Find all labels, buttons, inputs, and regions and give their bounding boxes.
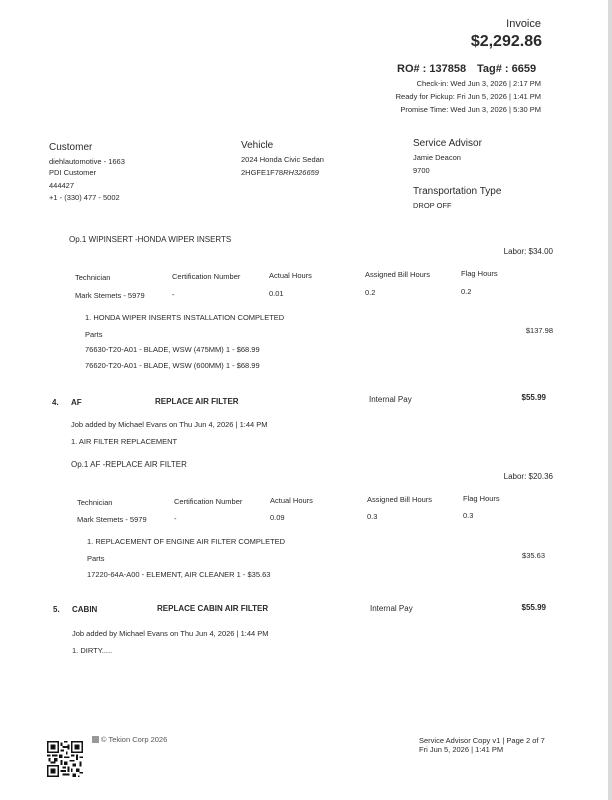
job4-parts-label: Parts xyxy=(87,554,105,563)
op1-cell-cert: - xyxy=(172,290,175,299)
qr-code xyxy=(47,741,83,777)
job4-cell-flag: 0.3 xyxy=(463,511,474,520)
job4-code: AF xyxy=(71,398,82,407)
job4-cell-technician: Mark Stemets - 5979 xyxy=(77,515,147,524)
job4-cell-actual: 0.09 xyxy=(270,513,285,522)
op1-cell-actual: 0.01 xyxy=(269,289,284,298)
vehicle-vin xyxy=(241,168,319,177)
job5-pay-type: Internal Pay xyxy=(370,604,413,613)
footer-printed-time: Fri Jun 5, 2026 | 1:41 PM xyxy=(419,745,504,754)
ready-pickup-time: Ready for Pickup: Fri Jun 5, 2026 | 1:41 PM xyxy=(395,92,541,101)
ro-number: RO# : 137858 xyxy=(397,63,467,75)
op1-col-actual: Actual Hours xyxy=(269,271,312,280)
op1-col-flag: Flag Hours xyxy=(461,269,498,278)
advisor-label: Service Advisor xyxy=(413,138,482,149)
job4-labor: Labor: $20.36 xyxy=(503,472,553,481)
op1-cell-assigned: 0.2 xyxy=(365,288,376,297)
job5-amount: $55.99 xyxy=(521,603,546,612)
job4-desc: REPLACE AIR FILTER xyxy=(155,397,239,406)
job4-amount: $55.99 xyxy=(521,393,546,402)
op1-cell-flag: 0.2 xyxy=(461,287,472,296)
doc-title: Invoice xyxy=(506,18,541,30)
op1-col-technician: Technician xyxy=(75,273,111,282)
qr-code-graphic xyxy=(47,741,83,777)
op1-labor: Labor: $34.00 xyxy=(503,247,553,256)
scan-edge xyxy=(608,0,612,800)
job4-col-cert: Certification Number xyxy=(174,497,243,506)
vehicle-label: Vehicle xyxy=(241,140,274,151)
vehicle-model: 2024 Honda Civic Sedan xyxy=(241,155,324,164)
invoice-total: $2,292.86 xyxy=(470,33,542,50)
tag-number: Tag# : 6659 xyxy=(477,63,537,75)
job4-cell-cert: - xyxy=(174,514,177,523)
job4-parts-total: $35.63 xyxy=(522,551,545,560)
advisor-name: Jamie Deacon xyxy=(413,153,461,162)
customer-type: PDI Customer xyxy=(49,168,97,177)
job4-op-title: Op.1 AF -REPLACE AIR FILTER xyxy=(71,460,187,469)
job4-col-assigned: Assigned Bill Hours xyxy=(367,495,433,504)
op1-title: Op.1 WIPINSERT -HONDA WIPER INSERTS xyxy=(69,235,232,244)
job4-note: 1. REPLACEMENT OF ENGINE AIR FILTER COMPLETED xyxy=(87,537,286,546)
vin-prefix: 2HGFE1F78 xyxy=(241,168,284,177)
customer-phone: +1 - (330) 477 - 5002 xyxy=(49,193,120,202)
customer-number: 444427 xyxy=(49,181,75,190)
job4-part-1: 17220-64A-A00 - ELEMENT, AIR CLEANER 1 - $35.63 xyxy=(87,570,271,579)
op1-col-assigned: Assigned Bill Hours xyxy=(365,270,431,279)
job5-concern: 1. DIRTY..... xyxy=(72,646,113,655)
job5-code: CABIN xyxy=(72,605,98,614)
vin-suffix: RH326659 xyxy=(283,168,319,177)
job5-desc: REPLACE CABIN AIR FILTER xyxy=(157,604,269,613)
copyright-text: © Tekion Corp 2026 xyxy=(101,735,168,744)
check-in-time: Check-in: Wed Jun 3, 2026 | 2:17 PM xyxy=(416,79,541,88)
footer-copyright-line xyxy=(92,735,167,744)
job4-col-flag: Flag Hours xyxy=(463,494,500,503)
transport-label: Transportation Type xyxy=(413,186,502,197)
job5-added-by: Job added by Michael Evans on Thu Jun 4, 2026 | 1:44 PM xyxy=(72,629,269,638)
customer-label: Customer xyxy=(49,142,93,153)
op1-part-2: 76620-T20-A01 - BLADE, WSW (600MM) 1 - $68.99 xyxy=(85,361,260,370)
advisor-number: 9700 xyxy=(413,166,430,175)
job5-number: 5. xyxy=(53,605,60,614)
transport-value: DROP OFF xyxy=(413,201,452,210)
footer-copy-info: Service Advisor Copy v1 | Page 2 of 7 xyxy=(419,736,545,745)
op1-part-1: 76630-T20-A01 - BLADE, WSW (475MM) 1 - $68.99 xyxy=(85,345,260,354)
op1-parts-label: Parts xyxy=(85,330,103,339)
op1-col-cert: Certification Number xyxy=(172,272,241,281)
job4-col-technician: Technician xyxy=(77,498,113,507)
job4-col-actual: Actual Hours xyxy=(270,496,313,505)
customer-name: diehlautomotive - 1663 xyxy=(49,157,125,166)
job4-added-by: Job added by Michael Evans on Thu Jun 4, 2026 | 1:44 PM xyxy=(71,420,268,429)
op1-note: 1. HONDA WIPER INSERTS INSTALLATION COMPLETED xyxy=(85,313,285,322)
job4-concern: 1. AIR FILTER REPLACEMENT xyxy=(71,437,178,446)
job4-cell-assigned: 0.3 xyxy=(367,512,378,521)
op1-parts-total: $137.98 xyxy=(525,326,553,335)
tekion-logo-icon xyxy=(92,736,99,743)
op1-cell-technician: Mark Stemets - 5979 xyxy=(75,291,145,300)
promise-time: Promise Time: Wed Jun 3, 2026 | 5:30 PM xyxy=(400,105,541,114)
job4-pay-type: Internal Pay xyxy=(369,395,412,404)
job4-number: 4. xyxy=(52,398,59,407)
